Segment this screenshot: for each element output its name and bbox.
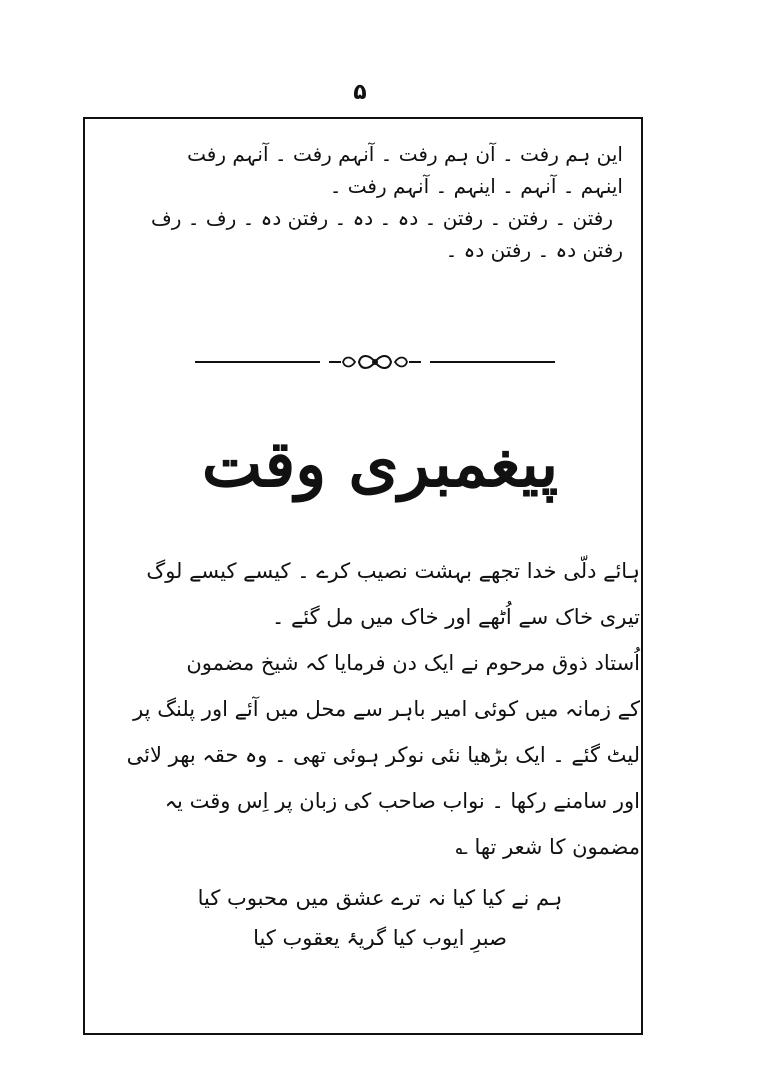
ornament-icon [325, 350, 425, 374]
body-line: مضمون کا شعر تھا ؎ [455, 835, 640, 859]
couplet [180, 878, 580, 958]
opening-line: رفتن ۔ رفتن ۔ رفتن ۔ دہ ۔ دہ ۔ رفتن دہ ۔ رف ۔ رف [151, 206, 613, 230]
couplet-line: صبرِ ایوب کیا گریۂ یعقوب کیا [253, 926, 507, 950]
section-heading: پیغمبری وقت [201, 427, 559, 502]
section-divider [195, 350, 555, 374]
opening-line: این ہم رفت ۔ آن ہم رفت ۔ آنہم رفت ۔ آنہم رفت [187, 142, 623, 166]
body-line: اُستاد ذوق مرحوم نے ایک دن فرمایا کہ شیخ مضمون [186, 651, 640, 675]
divider-line-right [430, 361, 555, 363]
opening-line: اینہم ۔ آنہم ۔ اینہم ۔ آنہم رفت ۔ [329, 174, 623, 198]
body-paragraph [100, 548, 640, 870]
body-line: ہائے دلّی خدا تجھے بہشت نصیب کرے ۔ کیسے کیسے لوگ [146, 559, 640, 583]
page-number: ۵ [353, 80, 367, 105]
body-line: اور سامنے رکھا ۔ نواب صاحب کی زبان پر اِس وقت یہ [164, 789, 640, 813]
divider-line-left [195, 361, 320, 363]
body-line: کے زمانہ میں کوئی امیر باہر سے محل میں آئے اور پلنگ پر [133, 697, 640, 721]
body-line: لیٹ گئے ۔ ایک بڑھیا نئی نوکر ہوئی تھی ۔ وہ حقہ بھر لائی [126, 743, 640, 767]
opening-verse-lines [113, 138, 623, 266]
body-line: تیری خاک سے اُٹھے اور خاک میں مل گئے ۔ [272, 605, 640, 629]
couplet-line: ہم نے کیا کیا نہ ترے عشق میں محبوب کیا [197, 886, 563, 910]
opening-line: رفتن دہ ۔ رفتن دہ ۔ [445, 238, 623, 262]
